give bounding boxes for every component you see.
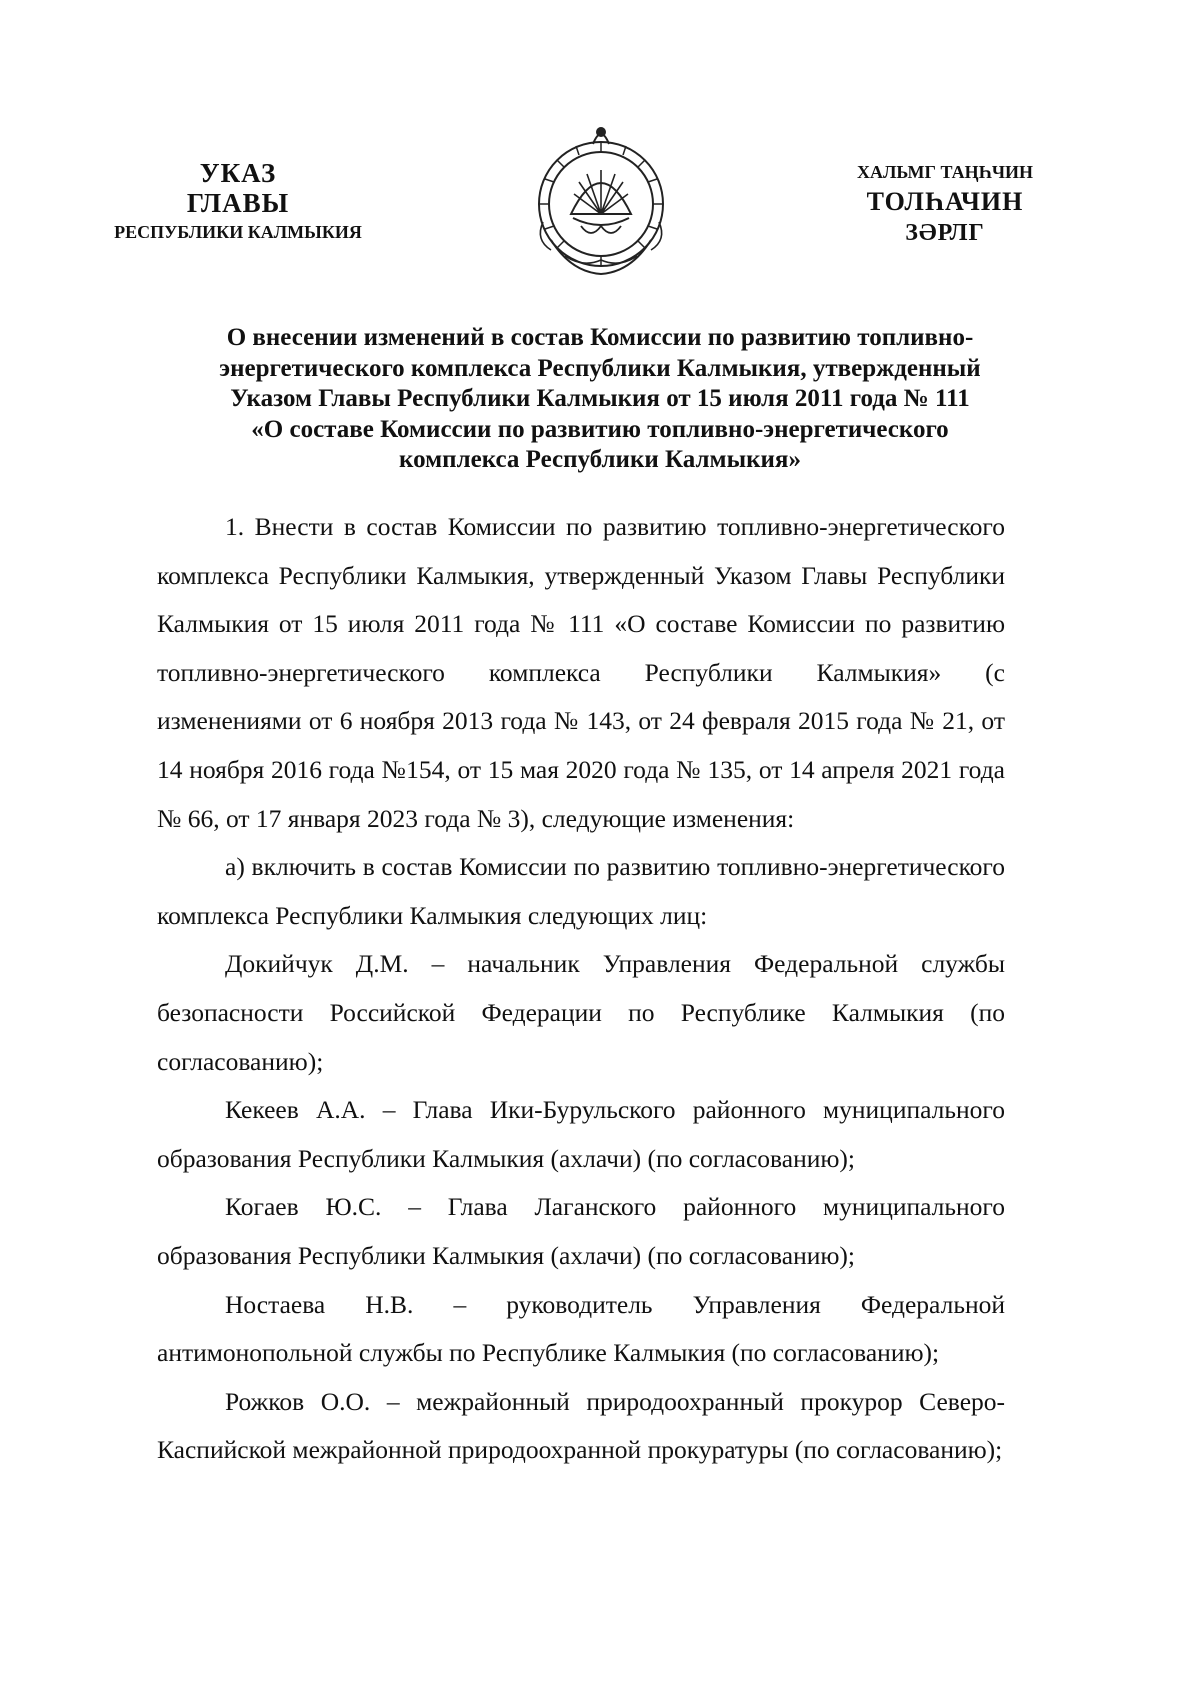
header-right-line2: ТОЛҺАЧИН [866,187,1024,216]
header-left-line1: УКАЗ [199,158,277,188]
member-item: Кекеев А.А. – Глава Ики-Бурульского районного муниципального образования Республики Калмыкия (ахлачи) (по согласованию); [157,1095,1005,1173]
member-item: Когаев Ю.С. – Глава Лаганского районного муниципального образования Республики Калмыкия (ахлачи) (по согласованию); [157,1192,1005,1270]
kalmykia-coat-of-arms-icon [521,122,681,290]
item-a: а) включить в состав Комиссии по развитию топливно-энергетического комплекса Республики Калмыкия следующих лиц: [157,852,1005,930]
header-right [795,158,1095,248]
header-left-line2: ГЛАВЫ [186,188,290,218]
header-left-line3: РЕСПУБЛИКИ КАЛМЫКИЯ [114,222,362,242]
member-item: Докийчук Д.М. – начальник Управления Федеральной службы безопасности Российской Федерации по Республике Калмыкия (по согласованию); [157,949,1005,1076]
paragraph-1: 1. Внести в состав Комиссии по развитию топливно-энергетического комплекса Республики Калмыкия, утвержденный Указом Главы Республики Калмыкия от 15 июля 2011 года № 111 «О составе Комиссии по развитию топливно-энергетического комплекса Республики Калмыкия» (с изменениями от 6 ноября 2013 года № 143, от 24 февраля 2015 года № 21, от 14 ноября 2016 года №154, от 15 мая 2020 года № 135, от 14 апреля 2021 года № 66, от 17 января 2023 года № 3), следующие изменения: [157,512,1005,833]
member-item: Ностаева Н.В. – руководитель Управления Федеральной антимонопольной службы по Республике Калмыкия (по согласованию); [157,1289,1005,1368]
member-item: Рожков О.О. – межрайонный природоохранный прокурор Северо-Каспийской межрайонной природоохранной прокуратуры (по согласованию); [157,1386,1005,1465]
title-line: энергетического комплекса Республики Калмыкия, утвержденный [219,354,981,382]
header-right-line3: ЗӘРЛГ [905,220,985,246]
title-line: О внесении изменений в состав Комиссии по развитию топливно- [226,324,974,351]
title-line: комплекса Республики Калмыкия» [399,446,801,473]
title-line: Указом Главы Республики Калмыкия от 15 июля 2011 года № 111 [230,385,970,412]
header-left [88,158,388,246]
document-body [157,503,1005,1475]
header-right-line1: ХАЛЬМГ ТАҢҺЧИН [856,162,1034,182]
document-title [160,323,1040,476]
title-line: «О составе Комиссии по развитию топливно-энергетического [251,415,949,443]
